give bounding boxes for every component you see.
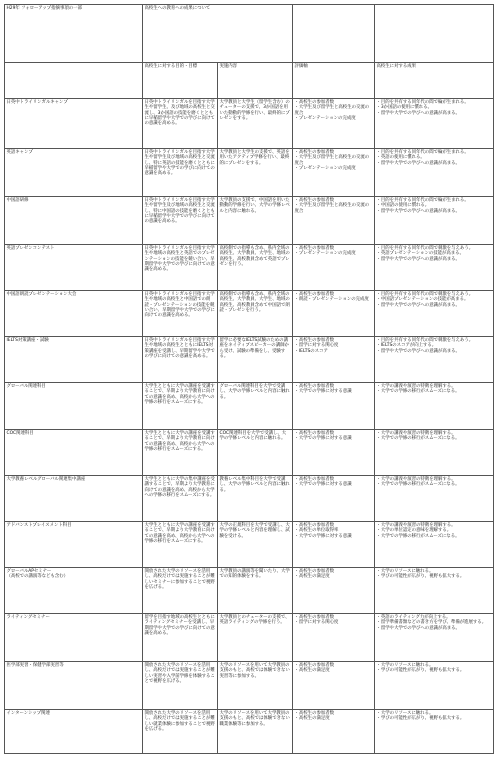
program-name-cell: 医学部実習・保健学部実習等 (5, 662, 143, 710)
table-row (5, 149, 494, 197)
result-cell: ・大学のリソースに触れる。 ・学びの可能性が広がり、視野も拡大する。 (375, 568, 494, 614)
evaluation-cell: ・高校生の参加者数 ・高校生の単位取得率 ・大学での学修に対する意識 (293, 522, 375, 568)
goal-cell: 大学生とともに大学の講座を受講することで、早期より大学教育に向けての意識を高め、高校から大学への学修の移行をスムーズにする。 (143, 430, 218, 476)
program-name-cell: COC関連科目 (5, 430, 143, 476)
evaluation-cell: ・高校生の参加者数 ・朗読・プレゼンテーションの完成度 (293, 291, 375, 337)
empty-header-cell (293, 5, 375, 63)
section-title: 高校生への教育への成果について (143, 5, 293, 63)
table-row (5, 430, 494, 476)
content-cell: 大学の正規科目を大学で受講し、大学の学修レベルと内容を理解し、試験を受ける。 (218, 522, 293, 568)
goal-column-header: 高校生に対する目的・目標 (143, 63, 218, 99)
table-row (5, 197, 494, 245)
content-cell: 大学教員と大学生（留学生含む）のチューターの支援で、3か国語を用いた動動的学修を行い、最終的にプレゼンをする。 (218, 99, 293, 149)
table-row (5, 662, 494, 710)
content-cell: 留学に必要なIELTS試験のための講座をネイティブスピーカーの講師から受け、試験の準備をし、受験する。 (218, 337, 293, 383)
result-cell: ・目的を共有する同年代の間で刺激を与えあう。 ・英語プレゼンテーションの技能が高まる。 ・留学や大学での学びへの意識が高まる。 (375, 245, 494, 291)
result-cell: ・英語のライティング力が向上する。 ・留学準備書類などの書き方を学び、準備が進展する。 ・留学や大学での学びへの意識が高まる。 (375, 614, 494, 662)
result-cell: ・目的を共有する同年代の間で輪が生まれる。 ・3か国語の使用に慣れる。 ・留学や大学での学びへの意識が高まる。 (375, 99, 494, 149)
content-cell: 高校側での指導も含め、県内全域の高校生、大学教員、大学生、地域の高校生、高校教員含めて英語でプレゼンを行う。 (218, 245, 293, 291)
content-cell: 大学教員の支援で、中国語を用いた動動的学修を行い、大学の学修レベルと内容に触れる。 (218, 197, 293, 245)
result-cell: ・目的を共有する同年代の間で刺激を与えあう。 ・中国語プレゼンテーションの技能が高まる。 ・留学や大学での学びへの意識が高まる。 (375, 291, 494, 337)
evaluation-cell: ・高校生の参加者数 ・高校生の満足度 (293, 662, 375, 710)
content-cell: グローバル関連科目を大学で受講し、大学の学修レベルと内容に触れる。 (218, 383, 293, 430)
result-cell: ・大学の講義や演習の特徴を理解する。 ・大学での学修の移行がスムーズになる。 (375, 430, 494, 476)
goal-cell: 開放された大学のリソースを活用し、高校だけでは実施することが難しいセミナーに参加することで視野を広げる。 (143, 568, 218, 614)
follow-up-table (4, 4, 494, 754)
evaluation-cell: ・高校生の参加者数 ・留学に対する関心度 ・IELTSのスコア (293, 337, 375, 383)
result-column-header: 高校生に対する成果 (375, 63, 494, 99)
evaluation-cell: ・高校生の参加者数 ・高校生の満足度 (293, 568, 375, 614)
column-header-row (5, 63, 494, 99)
program-name-cell: 中国語朗読プレゼンテーション大会 (5, 291, 143, 337)
goal-cell: 日英中トライリンガルを目指す大学生や留学生及び地域の高校生と交流し、特に中国語の技能を磨くとともに早稲留学や大学での学びに向けての意識を高める。 (143, 197, 218, 245)
goal-cell: 日英中トライリンガルを目指す大学生や留学生及び地域の高校生と交流し、特に英語の技能を磨くとともに早稲留学や大学での学びに向けての意識を高める。 (143, 149, 218, 197)
program-name-cell: 英語プレゼンコンテスト (5, 245, 143, 291)
evaluation-cell: ・高校生の参加者数 ・大学生及び留学生と高校生の交流の度合 ・プレゼンテーションの完成度 (293, 99, 375, 149)
goal-cell: 大学生とともに大学の講座を受講することで、早期より大学教育に向けての意識を高め、高校から大学への学修の移行をスムーズにする。 (143, 522, 218, 568)
program-name-cell: アドバンストプレイスメント科目 (5, 522, 143, 568)
goal-cell: 日英中トライリンガルを目指す大学生や地域の高校生とともにIELTS対策講座を受講し、早期留学や大学での学びに向けての意識を高める。 (143, 337, 218, 383)
goal-cell: 日英中トライリンガルを目指す大学生や留学生、及び地域の高校生と交流し、3か国語の技能を磨くとともに早稲留学や大学での学びに向けての意識を高める。 (143, 99, 218, 149)
result-cell: ・目的を共有する同年代の間で輪が生まれる。 ・英語の使用に慣れる。 ・留学や大学での学びへの意識が高まる。 (375, 149, 494, 197)
table-row (5, 99, 494, 149)
result-cell: ・大学の講義や演習の特徴を理解する。 ・大学での学修の移行がスムーズになる。 (375, 476, 494, 522)
program-name-cell: インターンシップ関連 (5, 710, 143, 754)
evaluation-column-header: 評価軸 (293, 63, 375, 99)
goal-cell: 大学生とともに大学の講座を受講することで、早期より大学教育に向けての意識を高め、高校から大学への学修の移行をスムーズにする。 (143, 383, 218, 430)
program-name-cell: グローバル関連科目 (5, 383, 143, 430)
table-row (5, 614, 494, 662)
content-cell: COC関連科目を大学で受講し、大学の学修レベルと内容に触れる。 (218, 430, 293, 476)
content-cell: 教養レベル集中科目を大学で受講し、大学の学修レベルと内容に触れる。 (218, 476, 293, 522)
evaluation-cell: ・高校生の参加者数 ・大学での学修に対する意識 (293, 476, 375, 522)
goal-cell: 留学を目指す地域の高校生とともにライティングセミナーを受講し、早期留学や大学での学びに向けての意識を高める。 (143, 614, 218, 662)
goal-cell: 日英中トライリンガルを目指す大学生や地域の高校生と中国語での朗読・プレゼンテーションの技能を競い合い、早期留学や大学での学びに向けての意識を高める。 (143, 291, 218, 337)
evaluation-cell: ・高校生の参加者数 ・大学生及び留学生と高校生の交流の度合 ・プレゼンテーションの完成度 (293, 149, 375, 197)
content-cell: 大学のリソースを用いて大学教員の支援のもと、高校では体験できない職業体験等に参加する。 (218, 710, 293, 754)
content-cell: 高校側での指導も含め、県内全域の高校生、大学教員、大学生、地域の高校生、高校教員含めて中国語で朗読・プレゼンを行う。 (218, 291, 293, 337)
table-row (5, 522, 494, 568)
program-name-cell: 英語キャンプ (5, 149, 143, 197)
table-row (5, 245, 494, 291)
evaluation-cell: ・高校生の参加者数 ・大学生及び留学生と高校生の交流の度合 (293, 197, 375, 245)
content-cell: 大学のリソースを用いて大学教員の支援のもと、高校では体験できない実習等に参加する。 (218, 662, 293, 710)
result-cell: ・大学の講義や演習の特徴を理解する。 ・大学の単位認定の意味を理解する。 ・大学での学修の移行がスムーズになる。 (375, 522, 494, 568)
table-row (5, 710, 494, 754)
empty-header-cell (375, 5, 494, 63)
goal-cell: 開放された大学のリソースを活用し、高校だけでは実施することが難しい就業体験に参加することで視野を広げる。 (143, 710, 218, 754)
content-cell: 大学教員の講演等を聞いたり、大学での知的体験をする。 (218, 568, 293, 614)
header-title-row (5, 5, 494, 63)
program-header-cell (5, 63, 143, 99)
content-cell: 大学教員とのチューターの支援で、英語ライティングの学修を行う。 (218, 614, 293, 662)
program-name-cell: 大学教養レベルグローバル関連集中講座 (5, 476, 143, 522)
table-row (5, 383, 494, 430)
program-name-cell: グローバルAPセミナー （高校での講演等なども含む） (5, 568, 143, 614)
program-name-cell: 中国語研修 (5, 197, 143, 245)
result-cell: ・大学の講義や演習の特徴を理解する。 ・大学での学修の移行がスムーズになる。 (375, 383, 494, 430)
table-row (5, 476, 494, 522)
evaluation-cell: ・高校生の参加者数 ・大学での学修に対する意識 (293, 383, 375, 430)
table-row (5, 337, 494, 383)
result-cell: ・目的を共有する同年代の間で刺激を与えあう。 ・IELTSのスコアが向上する。 ・留学や大学での学びへの意識が高まる。 (375, 337, 494, 383)
program-name-cell: ライティングセミナー (5, 614, 143, 662)
table-row (5, 291, 494, 337)
evaluation-cell: ・高校生の参加者数 ・高校生の満足度 (293, 710, 375, 754)
evaluation-cell: ・高校生の参加者数 ・留学に対する関心度 (293, 614, 375, 662)
goal-cell: 大学生とともに大学の集中講座を受講することで、早期より大学教育に向けての意識を高め、高校から大学への学修の移行をスムーズにする。 (143, 476, 218, 522)
document-title: H29年 フォローアップ指摘事項の一部 (5, 5, 143, 63)
evaluation-cell: ・高校生の参加者数 ・大学での学修に対する意識 (293, 430, 375, 476)
program-name-cell: IELTS対策講座・試験 (5, 337, 143, 383)
result-cell: ・大学のリソースに触れる。 ・学びの可能性が広がり、視野も拡大する。 (375, 710, 494, 754)
content-cell: 大学教員と大学生の支援で、英語を用いたアクティブ学修を行い、最終的にプレゼンをする。 (218, 149, 293, 197)
goal-cell: 日英中トライリンガルを目指す大学生や地域の高校生と英語でのプレゼンテーションの技能を競い合い、早期留学や大学での学びに向けての意識を高める。 (143, 245, 218, 291)
table-row (5, 568, 494, 614)
result-cell: ・目的を共有する同年代の間で輪が生まれる。 ・中国語の使用に慣れる。 ・留学や大学での学びへの意識が高まる。 (375, 197, 494, 245)
goal-cell: 開放された大学のリソースを活用し、高校だけでは実施することが難しい実習や入学前学修を体験することで視野を広げる。 (143, 662, 218, 710)
result-cell: ・大学のリソースに触れる。 ・学びの可能性が広がり、視野も拡大する。 (375, 662, 494, 710)
evaluation-cell: ・高校生の参加者数 ・プレゼンテーションの完成度 (293, 245, 375, 291)
program-name-cell: 日英中トライリンガルキャンプ (5, 99, 143, 149)
content-column-header: 実施内容 (218, 63, 293, 99)
